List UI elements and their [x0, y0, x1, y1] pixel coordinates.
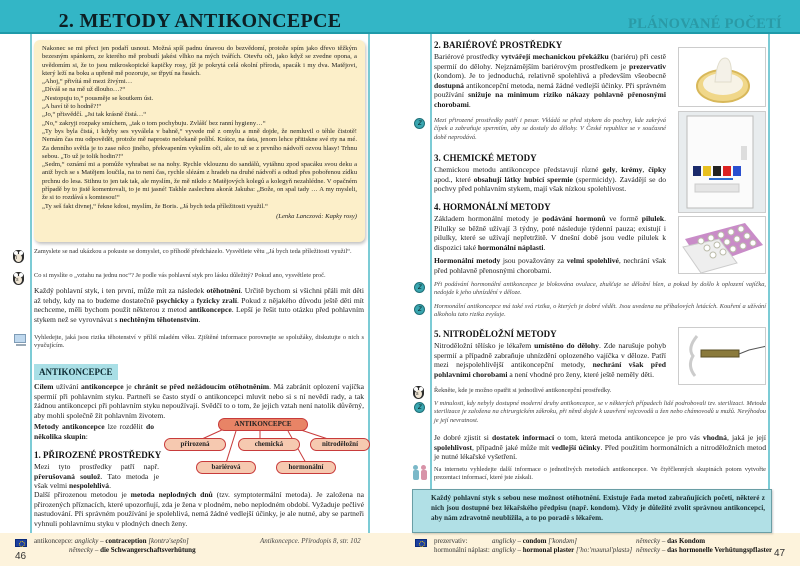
story-paragraph: „No,“ zakryji rozpaky smíchem, „tak o tom pochybuju. Zvlášť bez ranní hygieny…“	[42, 119, 266, 127]
task-text: Na internetu vyhledejte další informace o jednotlivých metodách antikoncepce. Ve čtyřčlenných skupinách potom vytvořte prezentaci informací, které jste získali.	[434, 466, 766, 482]
note-text: Mezi přirozené prostředky patří i pesar. Vkládá se před stykem do pochvy, kde zakrývá čípek a zabraňuje spermiím, aby se dostaly do dělohy. V České republice se v současné době neprodává.	[434, 117, 666, 141]
diagram-node-chemical: chemická	[238, 438, 300, 451]
diagram-node-intrauterine: nitroděložní	[310, 438, 370, 451]
vending-machine-photo	[678, 111, 766, 213]
story-excerpt-box	[34, 40, 365, 242]
methods-intro: Metody antikoncepce lze rozdělit do několika skupin:	[34, 422, 155, 441]
story-paragraph: „Jo,“ přisvědčí. „Jsi tak krásně čistá…“	[42, 111, 147, 119]
story-paragraph: „Nestopuju to,“ pousměje se koutkem úst.	[42, 94, 154, 102]
info-note-icon	[414, 282, 425, 293]
computer-icon	[13, 334, 27, 347]
info-note-icon	[414, 402, 425, 413]
task-text: Vyhledejte, jaká jsou rizika těhotenství v příliš mladém věku. Zjištěné informace porovnejte se spolužáky, diskutujte o nich s vyučujícím.	[34, 334, 364, 350]
story-paragraph: „Ty seš fakt divnej,“ řekne kdosi, myslím, že Boris. „Já bych teda příležitosti využil.“	[42, 202, 268, 210]
page-footer	[0, 533, 400, 566]
section-heading-intrauterine: 5. NITRODĚLOŽNÍ METODY	[434, 329, 557, 339]
owl-discuss-icon: s	[412, 384, 425, 399]
task-text: Zamyslete se nad ukázkou a pokuste se domyslet, co příhodě předcházelo. Vysvětlete větu „Já bych teda příležitosti využil“.	[34, 248, 352, 255]
diagram-node-natural: přirozená	[164, 438, 226, 451]
margin-line	[768, 34, 770, 533]
header-title: PLÁNOVANÉ POČETÍ	[628, 16, 782, 32]
owl-task-icon: i	[12, 248, 25, 263]
note-text: Hormonální antikoncepce má také svá rizika, o kterých je dobré vědět. Jsou uvedena na příbalových letácích. Kouření a užívání alkoholu tato rizika zvyšuje.	[434, 303, 766, 319]
section-heading: ANTIKONCEPCE	[34, 364, 118, 380]
intrauterine-paragraph: Nitroděložní tělísko je lékařem umístěno do dělohy. Zde narušuje pohyb spermií a případně zabraňuje uhnízdění oplozeného vajíčka v děloze. Patří mezi nejspolehlivější antikoncepční metody, nechrání však před pohlavními chorobami a není vhodné pro ženy, které ještě neměly děti.	[434, 341, 666, 379]
group-work-icon	[412, 465, 428, 481]
chemical-paragraph: Chemickou metodu antikoncepce představují různé gely, krémy, čípky apod., které obsahují látky hubící spermie (spermicidy). Zavádějí se do pochvy před pohlavním stykem, mají však nízkou spolehlivost.	[434, 165, 667, 194]
margin-line	[30, 34, 32, 533]
header-bar	[400, 0, 800, 34]
pregnancy-paragraph: Každý pohlavní styk, i ten první, může mít za následek otěhotnění. Určitě bychom si všichni přáli mít děti až tehdy, kdy na to budeme dostatečně psychicky a fyzicky zralí. Pokud z nějakého důvodu ještě děti mít nechceme, měli bychom použít některou z metod antikoncepce. Lepší je řešit tuto otázku před pohlavním stykem než se vyrovnávat s nechtěným těhotenstvím.	[34, 286, 365, 324]
story-paragraph: „Díváš se na mě už dlouho…?“	[42, 86, 126, 94]
note-text: Při podávání hormonální antikoncepce je blokována ovulace, zhušťuje se děložní hlen, a pokud by došlo k oplození vajíčka, nedojde k jeho uhnízdění v děloze.	[434, 281, 766, 297]
chapter-title: 2. METODY ANTIKONCEPCE	[58, 10, 342, 32]
vocabulary-note: prezervativ: anglicky – condom ['kondəm] německy – das Kondom hormonální náplast: anglicky – hormonal plaster ['ho:'məunəl'plastə] německy – das hormonelle Verhütungspflaster	[434, 537, 773, 554]
hormonal-paragraph: Základem hormonální metody je podávání hormonů ve formě pilulek. Pilulky se běžně užívají 3 týdny, poté následuje týdenní pauza; existují i pilulky, které se užívají nepřetržitě. V dnešní době jsou vedle pilulek k dispozici také hormonální náplasti.	[434, 214, 667, 252]
barrier-paragraph: Bariérové prostředky vytvářejí mechanickou překážku (bariéru) při cestě spermií do dělohy. Nejznámějším bariérovým prostředkem je prezervativ (kondom). Je to jednoduchá, relativně spolehlivá a především všeobecně dostupná antikoncepční metoda, nemá žádné vedlejší účinky. Při správném používání snižuje na minimum riziko nákazy pohlavně přenosnými chorobami.	[434, 52, 666, 109]
condom-photo	[678, 47, 766, 107]
reference-note: Antikoncepce. Přírodopis 8, str. 102	[260, 537, 361, 545]
section-heading-chemical: 3. CHEMICKÉ METODY	[434, 153, 537, 163]
section-heading-hormonal: 4. HORMONÁLNÍ METODY	[434, 202, 551, 212]
vocabulary-note: antikoncepce: anglicky – contraception [kontrə'sepšn] německy – die Schwangerschaftsverhütung	[34, 537, 196, 554]
story-paragraph: „Ty bys byla čistá, i kdyby ses vyválela v bahně,“ vyvede mě z omylu a mně dojde, že nemluvil o téhle čistotě! Nemám čas mu odpovědět, protože mě naprosto nečekaně políbí. Krátce, na ústa, jenom lehce přitiskne své rty na mé. Za denního světla je to zase něco jiného, překvapením vykulím oči, ale to už se z prvního nádvoří ozvou hlasy! Trhnu sebou. „To už je tolik hodin?!“	[42, 127, 357, 160]
note-text: V minulosti, kdy nebyly dostupné moderní druhy antikoncepce, se v některých případech lidé podrobovali tzv. sterilizaci. Metoda sterilizace je založena na chirurgickém zákroku, při němž dojde k uzavření vejcovodů u žen nebo chámovodů u mužů. Nevýhodou je její nevratnost.	[434, 400, 766, 424]
page-number: 46	[15, 551, 27, 562]
natural-paragraph-2: Další přirozenou metodou je metoda neplodných dnů (tzv. symptotermální metoda). Je založena na přirozených příznacích, které upozorňují, zda je žena v plodném, nebo neplodném období. Vyžaduje pečlivé nastudování. Při správném používání je spolehlivá, nemá žádné vedlejší účinky, je ale nutné, aby se partneři vyhnuli pohlavnímu styku v plodných dnech ženy.	[34, 490, 364, 528]
header-bar	[0, 0, 400, 34]
natural-paragraph: Mezi tyto prostředky patří např. přerušovaná soulož. Tato metoda je však velmi nespolehlivá.	[34, 462, 159, 491]
eu-flag-icon	[415, 539, 427, 547]
margin-line	[430, 34, 432, 533]
section-heading-natural: 1. PŘIROZENÉ PROSTŘEDKY	[34, 450, 162, 460]
section-heading-barrier: 2. BARIÉROVÉ PROSTŘEDKY	[434, 40, 563, 50]
story-paragraph: „Sedm,“ oznámí mi a pomůže vyhrabat se na nohy. Rychle vklouznu do sandálů, vytáhnu zpod spacáku svou deku a aniž bych se s Matějem loučila, na to není čas, rychle slézám z hradeb na druhé nádvoří a odtud přes pobořenou zídku prchnu do lesa. Stihnu to jen tak tak, ale myslím, že mě nikdo z Matějových kolegů a kolegyň nezahlédne. V opačném případě by to jistě komentovali, to je mi jasné! Takhle zaslechnu akorát Jakuba: „Bože, on spal tady … A my mysleli, že si to rozdává s komtesou!“	[42, 161, 357, 202]
story-author: (Lenka Lanczová: Kapky rosy)	[276, 212, 357, 220]
right-page	[400, 0, 800, 566]
page-number: 47	[774, 548, 786, 559]
diagram-node-barrier: bariérová	[196, 461, 256, 474]
contraception-diagram	[160, 415, 370, 479]
info-note-icon	[414, 304, 425, 315]
story-paragraph: Nakonec se mi přeci jen podaří usnout. Možná spíš padnu únavou do bezvědomí, protože spím jako dřevo těžkým bezesným spánkem, ze kterého mě probudí jakési vlhko na mých tvářích. Otevřu oči, jako když se zvedne opona, a uvědomím si, že to jsou mikroskopické kapičky rosy, jíž je pokrytá celá okolní příroda, spacák i my dva. Matějovi, který leží na boku a upřeně mě pozoruje, se třpytí na řasách.	[42, 45, 357, 77]
owl-discuss-icon: s	[12, 270, 25, 285]
task-text: Co si myslíte o „vztahu na jednu noc“? Je podle vás pohlavní styk pro lásku důležitý? Pokud ano, vysvětlete proč.	[34, 272, 326, 279]
info-paragraph: Je dobré zjistit si dostatek informací o tom, která metoda antikoncepce je pro vás vhodná, jaká je její spolehlivost, případně jaké může mít vedlejší účinky. Před použitím hormonálních a nitroděložních metod je nutné lékařské vyšetření.	[434, 433, 766, 462]
task-text: Řekněte, kde je možno opatřit si jednotlivé antikoncepční prostředky.	[434, 387, 612, 394]
eu-flag-icon	[15, 539, 27, 547]
summary-box: Každý pohlavní styk s sebou nese možnost otěhotnění. Existuje řada metod zabraňujících početí, některé z nich jsou dostupné bez lékařského předpisu (např. kondom). Vždy je důležité zvolit správnou antikoncepci, aby nám zdravotně neublížila, a to po poradě s lékařem.	[412, 489, 772, 533]
diagram-root-node: ANTIKONCEPCE	[218, 418, 308, 431]
pill-pack-photo	[678, 216, 766, 274]
iud-photo	[678, 327, 766, 385]
info-note-icon	[414, 118, 425, 129]
page-footer	[400, 533, 800, 566]
story-paragraph: „A baví tě to hodně?!“	[42, 103, 102, 111]
goal-paragraph: Cílem užívání antikoncepce je chránit se před nežádoucím otěhotněním. Má zabránit oplození vajíčka spermií při pohlavním styku. Partneři se často stydí o antikoncepci mluvit nebo si s ní nevědí rady, a tak žádnou antikoncepci při pohlavním styku nepoužívají. Svědčí to o tom, že jejich vztah není natolik důvěrný, aby mohli společně žít pohlavním životem.	[34, 382, 364, 420]
hormonal-paragraph-2: Hormonální metody jsou považovány za velmi spolehlivé, nechrání však před pohlavně přenosnými chorobami.	[434, 256, 666, 275]
story-paragraph: „Ahoj,“ přivítá mě mezi živými…	[42, 78, 133, 86]
diagram-node-hormonal: hormonální	[276, 461, 336, 474]
